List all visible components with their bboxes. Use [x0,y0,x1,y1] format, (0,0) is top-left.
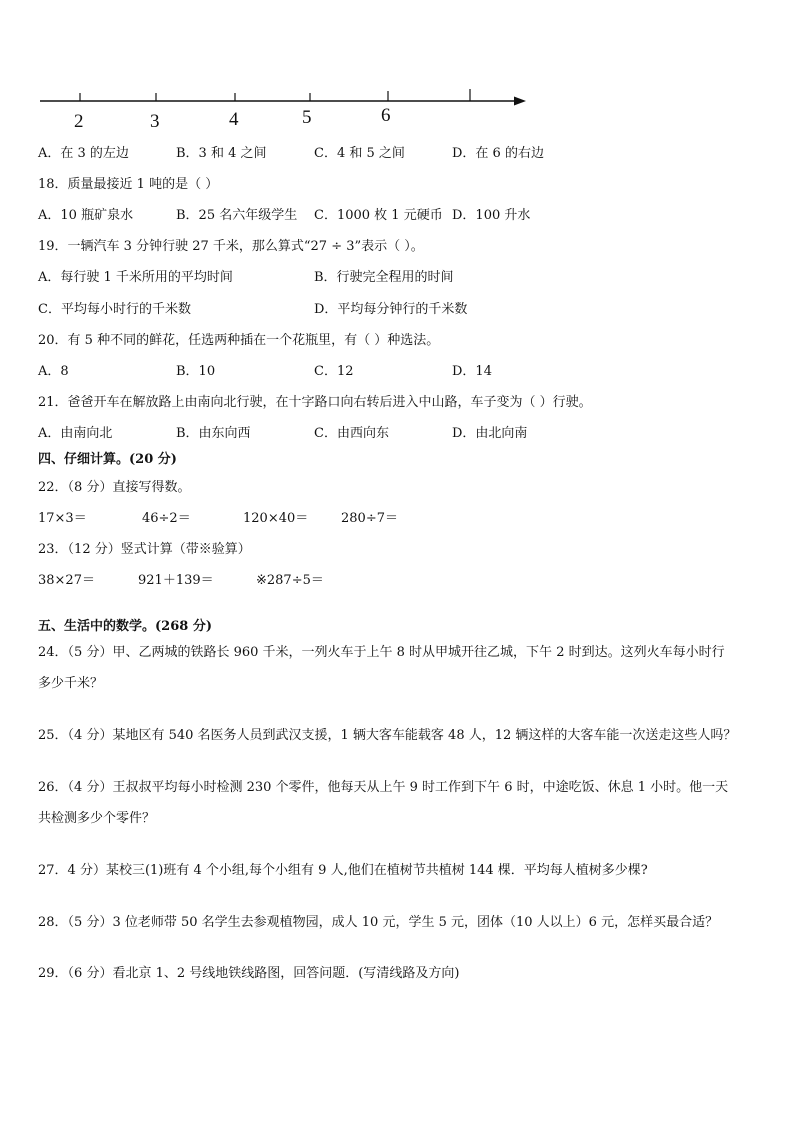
number-line-figure [0,0,794,140]
q17-option-a: A．在 3 的左边 [38,146,129,161]
q23-item: 921＋139＝ [138,573,214,588]
q19-stem: 19．一辆汽车 3 分钟行驶 27 千米，那么算式“27 ÷ 3”表示（ ）。 [38,239,424,254]
q18-option-a: A．10 瓶矿泉水 [38,208,134,223]
q21-option-a: A．由南向北 [38,426,113,441]
q21-option-c: C．由西向东 [314,426,389,441]
tick-label: 4 [229,109,239,130]
q26-line-2: 共检测多少个零件？ [38,811,156,826]
q19-option-a: A．每行驶 1 千米所用的平均时间 [38,270,233,285]
number-line-arrow [514,97,526,106]
q24-line-1: 24．（5 分）甲、乙两城的铁路长 960 千米，一列火车于上午 8 时从甲城开往乙城，下午 2 时到达。这列火车每小时行 [38,645,725,660]
q21-option-d: D．由北向南 [452,426,528,441]
tick-label: 3 [150,111,160,132]
q20-stem: 20．有 5 种不同的鲜花，任选两种插在一个花瓶里，有（ ）种选法。 [38,333,440,348]
tick-label: 2 [74,111,84,132]
q20-option-b: B．10 [176,364,216,379]
q22-item: 280÷7＝ [341,511,398,526]
q19-option-d: D．平均每分钟行的千米数 [314,302,468,317]
q23-stem: 23．（12 分）竖式计算（带※验算） [38,542,251,557]
q29-text: 29．（6 分）看北京 1、2 号线地铁线路图，回答问题．(写清线路及方向) [38,966,460,981]
q20-option-d: D．14 [452,364,492,379]
q28-text: 28．（5 分）3 位老师带 50 名学生去参观植物园，成人 10 元，学生 5 元，团体（10 人以上）6 元，怎样买最合适？ [38,915,719,930]
section-5-title: 五、生活中的数学。(268 分) [38,619,212,634]
q22-stem: 22．（8 分）直接写得数。 [38,480,191,495]
q27-text: 27．4 分）某校三(1)班有 4 个小组,每个小组有 9 人,他们在植树节共植树 144 棵．平均每人植树多少棵? [38,863,648,878]
q18-option-c: C．1000 枚 1 元硬币 [314,208,443,223]
q25-text: 25．（4 分）某地区有 540 名医务人员到武汉支援，1 辆大客车能载客 48 人，12 辆这样的大客车能一次送走这些人吗？ [38,728,737,743]
q20-option-a: A．8 [38,364,69,379]
q23-item: ※287÷5＝ [256,573,324,588]
q26-line-1: 26．（4 分）王叔叔平均每小时检测 230 个零件，他每天从上午 9 时工作到下午 6 时，中途吃饭、休息 1 小时。他一天 [38,780,729,795]
q20-option-c: C．12 [314,364,354,379]
q19-option-c: C．平均每小时行的千米数 [38,302,191,317]
q17-option-d: D．在 6 的右边 [452,146,544,161]
section-4-title: 四、仔细计算。(20 分) [38,452,177,467]
q18-stem: 18．质量最接近 1 吨的是（ ） [38,177,219,192]
q22-item: 46÷2＝ [142,511,191,526]
q19-option-b: B．行驶完全程用的时间 [314,270,454,285]
q24-line-2: 多少千米？ [38,676,104,691]
q18-option-d: D．100 升水 [452,208,531,223]
q17-option-c: C．4 和 5 之间 [314,146,405,161]
tick-label: 5 [302,107,312,128]
q18-option-b: B．25 名六年级学生 [176,208,298,223]
q21-stem: 21．爸爸开车在解放路上由南向北行驶，在十字路口向右转后进入中山路，车子变为（ ）行驶。 [38,395,592,410]
q17-option-b: B．3 和 4 之间 [176,146,267,161]
q22-item: 120×40＝ [243,511,309,526]
q21-option-b: B．由东向西 [176,426,251,441]
q23-item: 38×27＝ [38,573,95,588]
tick-label: 6 [381,105,391,126]
q22-item: 17×3＝ [38,511,87,526]
